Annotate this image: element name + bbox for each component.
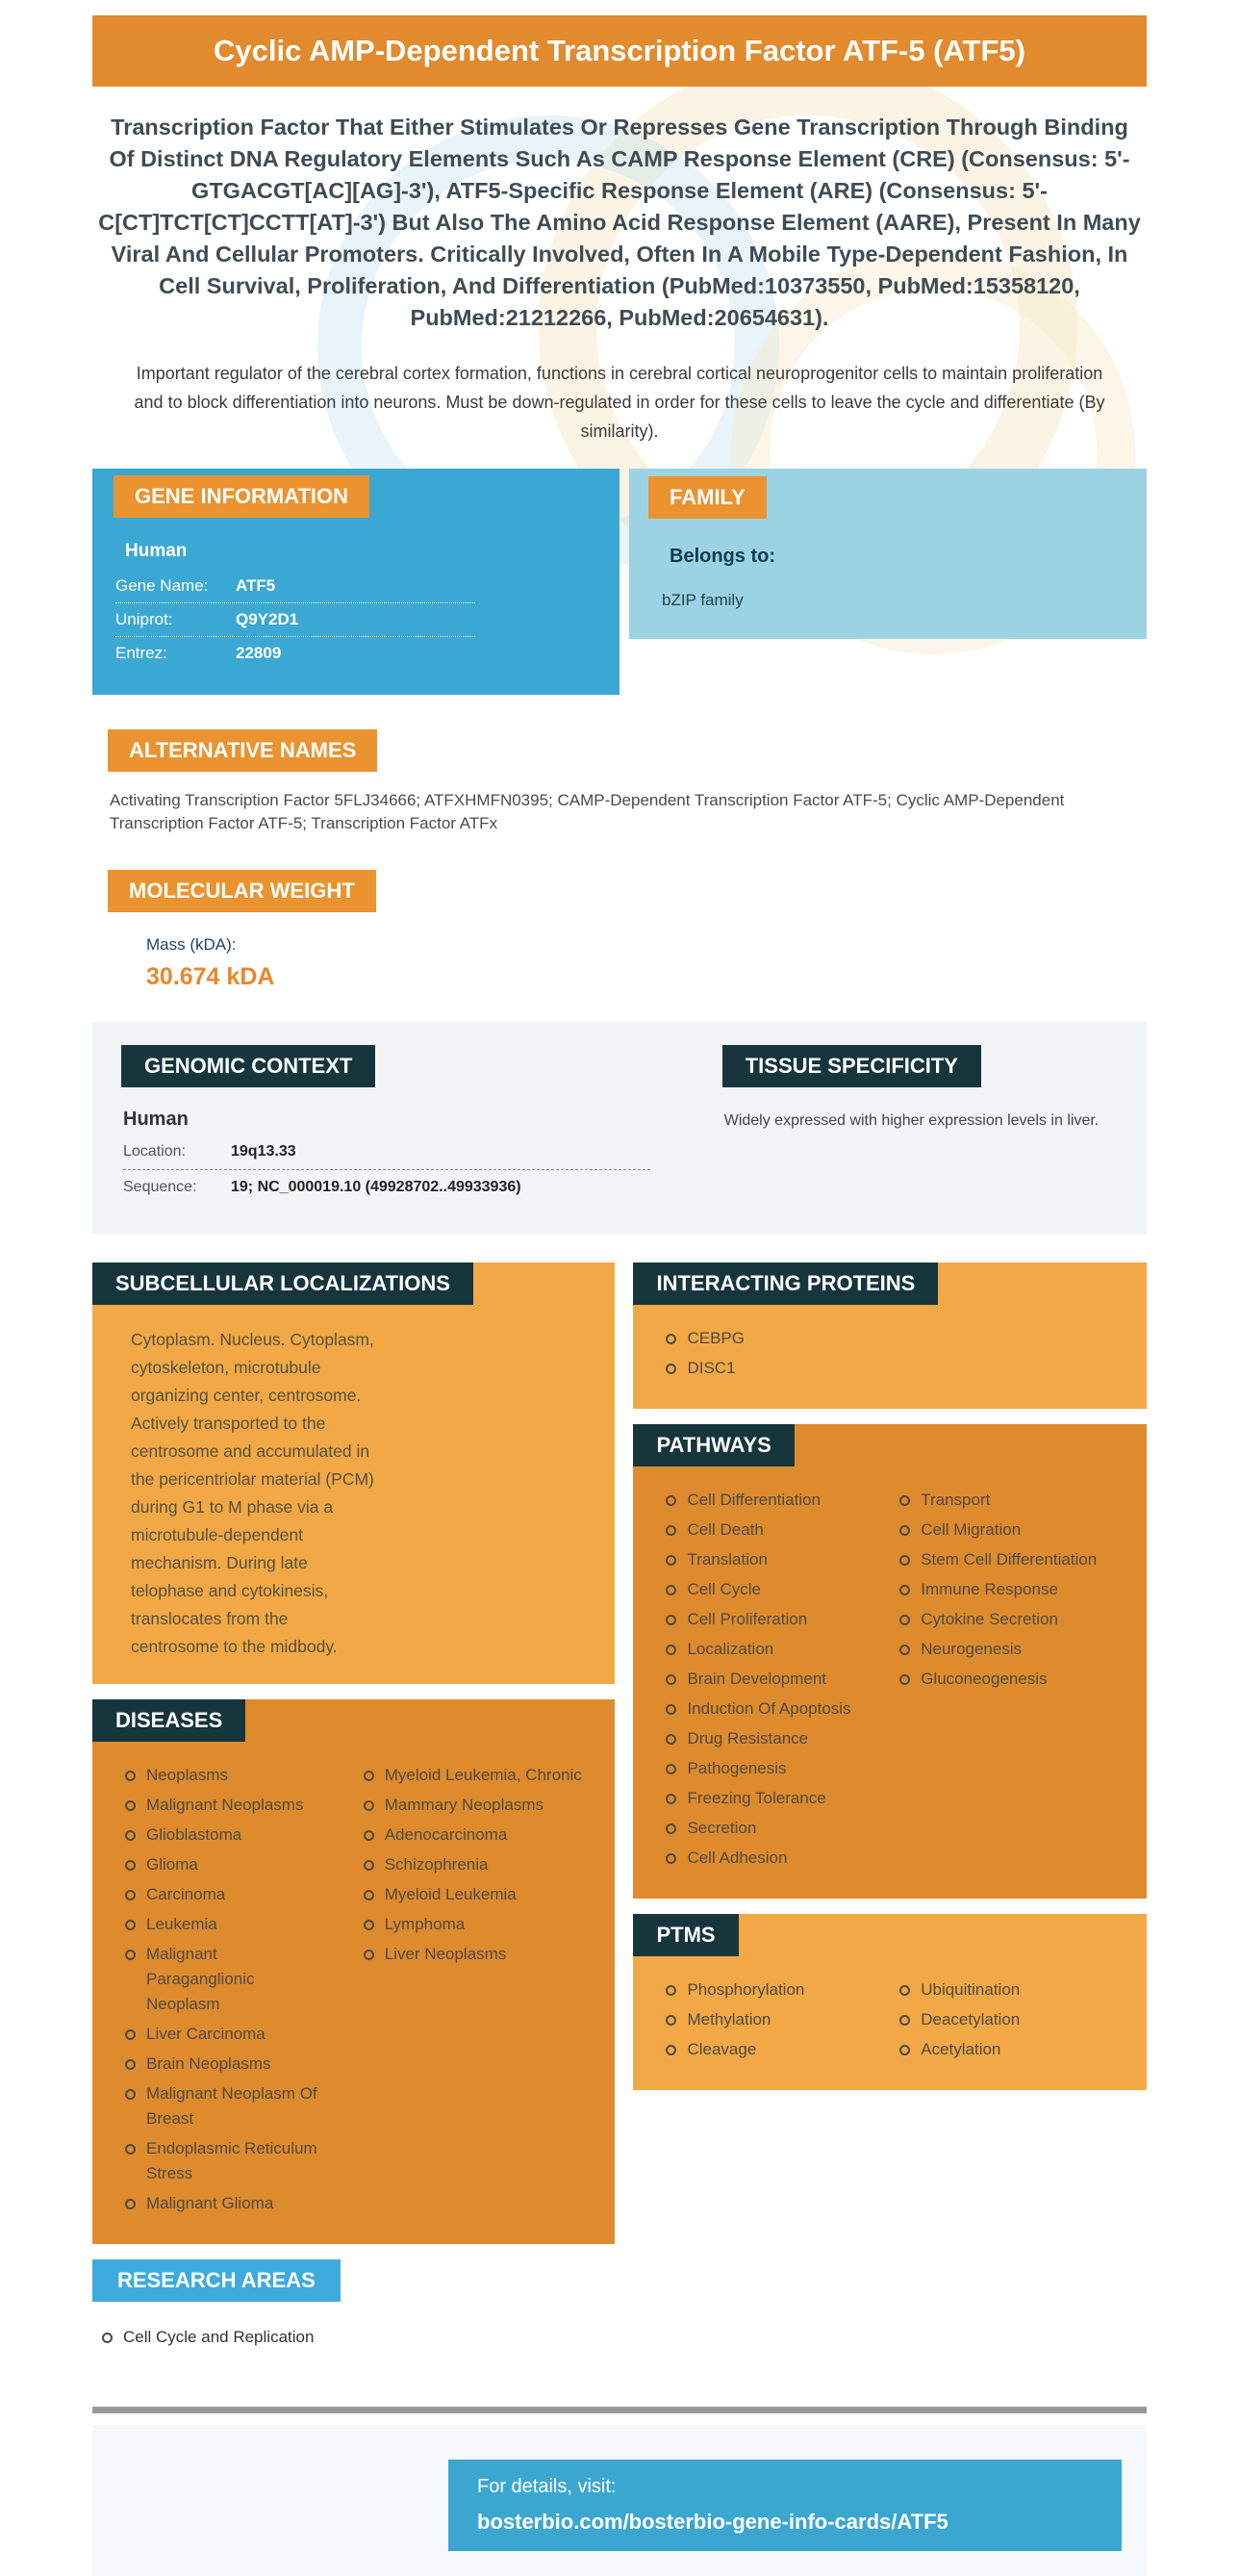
- gene-information-rows: [115, 570, 475, 670]
- tissue-specificity-section: [694, 1045, 1147, 1205]
- location-row: [123, 1135, 650, 1170]
- list-item: Cell Cycle and Replication: [92, 2325, 615, 2350]
- right-column: [633, 1262, 1147, 2105]
- pathways-header: PATHWAYS: [633, 1424, 794, 1467]
- interacting-proteins-list: [633, 1326, 1147, 1381]
- list-item: Deacetylation: [890, 2007, 1147, 2032]
- research-areas-section: [92, 2259, 615, 2350]
- list-item: Phosphorylation: [656, 1977, 861, 2002]
- list-item: Localization: [656, 1637, 861, 1662]
- list-item: Cell Proliferation: [656, 1607, 861, 1632]
- list-item: Malignant Glioma: [115, 2191, 325, 2216]
- list-item: Immune Response: [890, 1577, 1147, 1602]
- pathways-list-col2: [890, 1488, 1147, 1875]
- mass-label: Mass (kDA):: [146, 935, 237, 954]
- detail-columns: [92, 1262, 1147, 2355]
- entrez-row: [115, 637, 475, 670]
- uniprot-value: Q9Y2D1: [236, 610, 299, 628]
- list-item: Translation: [656, 1547, 861, 1572]
- genomic-context-species: Human: [123, 1109, 189, 1130]
- gene-name-row: [115, 570, 475, 603]
- list-item: Freezing Tolerance: [656, 1786, 861, 1811]
- list-item: Pathogenesis: [656, 1756, 861, 1781]
- location-value: 19q13.33: [231, 1143, 296, 1160]
- research-areas-header: RESEARCH AREAS: [92, 2259, 341, 2302]
- list-item: Endoplasmic Reticulum Stress: [115, 2136, 325, 2186]
- research-areas-list: [92, 2325, 615, 2350]
- footer-divider: [92, 2407, 1147, 2413]
- page-title: Cyclic AMP-Dependent Transcription Factor ATF-5 (ATF5): [92, 15, 1147, 87]
- list-item: Induction Of Apoptosis: [656, 1696, 861, 1722]
- description-bold: Transcription Factor That Either Stimulates Or Represses Gene Transcription Through Binding Of Distinct DNA Regulatory Elements Such As CAMP Response Element (CRE) (Consensus: 5'- GTGACGT[AC][AG]-3'), ATF5-Specific Response Element (ARE) (Consensus: 5'-C[CT]TCT[CT]CCTT[AT]-3') But Also The Amino Acid Response Element (AARE), Present In Many Viral And Cellular Promoters. Critically Involved, Often In A Mobile Type-Dependent Fashion, In Cell Survival, Proliferation, And Differentiation (PubMed:10373550, PubMed:15358120, PubMed:21212266, PubMed:20654631).: [98, 115, 1141, 330]
- interacting-proteins-box: [633, 1262, 1147, 1409]
- tissue-specificity-text: Widely expressed with higher expression levels in liver.: [723, 1112, 1100, 1129]
- alternative-names-text: Activating Transcription Factor 5FLJ34666; ATFXHMFN0395; CAMP-Dependent Transcription Factor ATF-5; Cyclic AMP-Dependent Transcription Factor ATF-5; Transcription Factor ATFx: [110, 791, 1065, 832]
- uniprot-label: Uniprot:: [115, 610, 173, 628]
- list-item: Glioblastoma: [115, 1823, 325, 1848]
- footer-url-link[interactable]: bosterbio.com/bosterbio-gene-info-cards/ATF5: [477, 2510, 948, 2534]
- alternative-names-header: ALTERNATIVE NAMES: [108, 729, 377, 772]
- sequence-value: 19; NC_000019.10 (49928702..49933936): [231, 1179, 521, 1195]
- entrez-label: Entrez:: [115, 644, 167, 662]
- sequence-row: [123, 1170, 650, 1205]
- list-item: Glioma: [115, 1852, 325, 1877]
- diseases-header: DISEASES: [92, 1699, 245, 1742]
- gene-name-value: ATF5: [236, 576, 276, 595]
- list-item: Cell Adhesion: [656, 1846, 861, 1871]
- uniprot-row: [115, 603, 475, 637]
- genomic-tissue-panel: [92, 1022, 1147, 1234]
- list-item: Cell Cycle: [656, 1577, 861, 1602]
- pathways-lists: [633, 1467, 1147, 1875]
- ptms-box: [633, 1914, 1147, 2090]
- diseases-list-col1: [92, 1763, 354, 2221]
- gene-name-label: Gene Name:: [115, 576, 209, 595]
- gene-information-box: [92, 469, 620, 695]
- list-item: Adenocarcinoma: [354, 1823, 616, 1848]
- left-column: [92, 1262, 615, 2355]
- list-item: Neurogenesis: [890, 1637, 1147, 1662]
- sequence-label: Sequence:: [123, 1179, 197, 1195]
- list-item: Secretion: [656, 1816, 861, 1841]
- subcellular-localizations-box: [92, 1262, 615, 1684]
- list-item: Carcinoma: [115, 1882, 325, 1907]
- list-item: Myeloid Leukemia: [354, 1882, 616, 1907]
- molecular-weight-section: [92, 870, 1147, 991]
- mass-value: 30.674 kDA: [146, 963, 275, 990]
- list-item: Malignant Paraganglionic Neoplasm: [115, 1942, 325, 2017]
- list-item: Neoplasms: [115, 1763, 325, 1788]
- list-item: Cell Death: [656, 1518, 861, 1543]
- list-item: Drug Resistance: [656, 1726, 861, 1751]
- diseases-lists: [92, 1742, 615, 2221]
- list-item: Leukemia: [115, 1912, 325, 1937]
- list-item: Cytokine Secretion: [890, 1607, 1147, 1632]
- list-item: Acetylation: [890, 2037, 1147, 2062]
- molecular-weight-header: MOLECULAR WEIGHT: [108, 870, 376, 912]
- diseases-list-col2: [354, 1763, 616, 2221]
- ptms-list-col2: [890, 1977, 1147, 2067]
- list-item: Gluconeogenesis: [890, 1667, 1147, 1692]
- footer: [92, 2425, 1147, 2576]
- list-item: Liver Carcinoma: [115, 2022, 325, 2047]
- list-item: Stem Cell Differentiation: [890, 1547, 1147, 1572]
- ptms-header: PTMS: [633, 1914, 738, 1956]
- ptms-list-col1: [633, 1977, 890, 2067]
- genomic-context-section: [92, 1045, 694, 1205]
- entrez-value: 22809: [236, 644, 282, 662]
- list-item: Myeloid Leukemia, Chronic: [354, 1763, 616, 1788]
- genomic-context-header: GENOMIC CONTEXT: [121, 1045, 375, 1087]
- subcellular-localizations-header: SUBCELLULAR LOCALIZATIONS: [92, 1262, 473, 1305]
- list-item: Cell Migration: [890, 1518, 1147, 1543]
- list-item: DISC1: [656, 1356, 1147, 1381]
- diseases-box: [92, 1699, 615, 2244]
- list-item: Liver Neoplasms: [354, 1942, 616, 1967]
- list-item: Brain Neoplasms: [115, 2052, 325, 2077]
- list-item: Schizophrenia: [354, 1852, 616, 1877]
- family-header: FAMILY: [648, 476, 767, 519]
- family-box: [629, 469, 1147, 639]
- footer-visit-label: For details, visit:: [477, 2476, 617, 2497]
- list-item: Cleavage: [656, 2037, 861, 2062]
- list-item: Methylation: [656, 2007, 861, 2032]
- tissue-specificity-header: TISSUE SPECIFICITY: [722, 1045, 981, 1087]
- list-item: Brain Development: [656, 1667, 861, 1692]
- list-item: Ubiquitination: [890, 1977, 1147, 2002]
- gene-information-header: GENE INFORMATION: [114, 475, 369, 518]
- top-boxes-row: [92, 469, 1147, 695]
- list-item: Mammary Neoplasms: [354, 1793, 616, 1818]
- list-item: Transport: [890, 1488, 1147, 1513]
- ptms-lists: [633, 1956, 1147, 2067]
- pathways-box: [633, 1424, 1147, 1899]
- family-belongs-label: Belongs to:: [670, 546, 775, 567]
- gene-information-species: Human: [125, 541, 188, 561]
- location-label: Location:: [123, 1143, 186, 1160]
- footer-details-box: [448, 2460, 1122, 2551]
- genomic-context-rows: [123, 1135, 650, 1205]
- list-item: Cell Differentiation: [656, 1488, 861, 1513]
- list-item: Malignant Neoplasm Of Breast: [115, 2081, 325, 2131]
- alternative-names-section: [92, 729, 1147, 835]
- list-item: Malignant Neoplasms: [115, 1793, 325, 1818]
- list-item: CEBPG: [656, 1326, 1147, 1351]
- interacting-proteins-header: INTERACTING PROTEINS: [633, 1262, 938, 1305]
- pathways-list-col1: [633, 1488, 890, 1875]
- family-value: bZIP family: [662, 591, 744, 609]
- list-item: Lymphoma: [354, 1912, 616, 1937]
- description-body: Important regulator of the cerebral cortex formation, functions in cerebral cortical neuroprogenitor cells to maintain proliferation and to block differentiation into neurons. Must be down-regulated in order for these cells to leave the cycle and differentiate (By similarity).: [134, 364, 1105, 441]
- subcellular-localizations-text: Cytoplasm. Nucleus. Cytoplasm, cytoskeleton, microtubule organizing center, centrosome. Actively transported to the centrosome and accumulated in the pericentriolar material (PCM) during G1 to M phase via a microtubule-dependent mechanism. During late telophase and cytokinesis, translocates from the centrosome to the midbody.: [131, 1330, 374, 1656]
